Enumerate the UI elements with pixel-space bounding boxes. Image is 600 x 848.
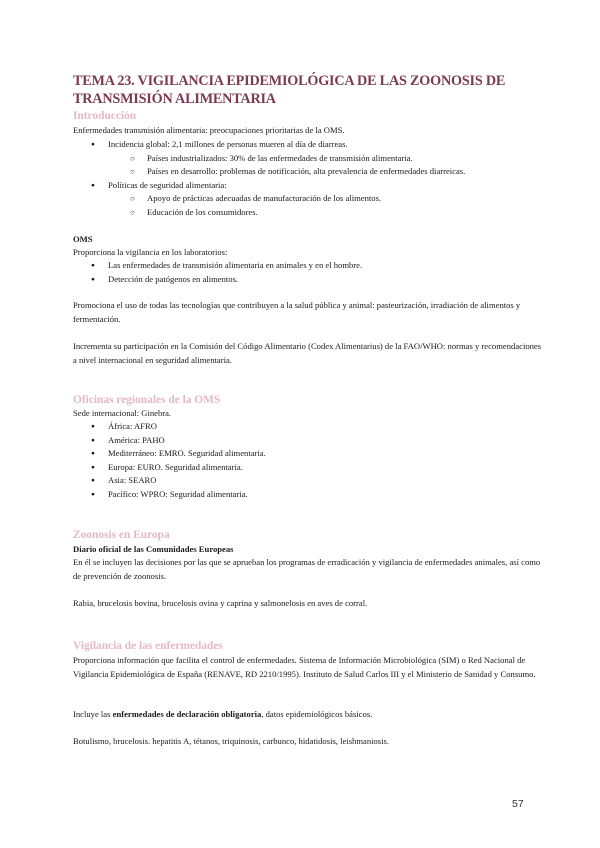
heading-zoonosis-europa: Zoonosis en Europa xyxy=(73,529,170,541)
text-span: Incluye las xyxy=(73,709,113,719)
list-item-text: África: AFRO xyxy=(108,421,157,431)
text-span: , datos epidemiológicos básicos. xyxy=(261,709,373,719)
list-item xyxy=(91,447,266,461)
sub-list-item xyxy=(130,152,465,166)
europa-bold-line: Diario oficial de las Comunidades Europeas xyxy=(73,544,234,554)
intro-paragraph-1: Enfermedades transmisión alimentaria: preocupaciones prioritarias de la OMS. xyxy=(73,125,345,135)
list-item xyxy=(91,420,266,434)
list-item xyxy=(91,488,266,502)
europa-paragraph-2: Rabia, brucelosis bovina, brucelosis ovina y caprina y salmonelosis en aves de corral. xyxy=(73,598,368,608)
list-item xyxy=(91,273,362,287)
europa-paragraph-1: En él se incluyen las decisiones por las que se aprueban los programas de erradicación y vigilancia de enfermedades animales, así como de prevención de zoonosis. xyxy=(73,557,541,581)
bold-text-span: enfermedades de declaración obligatoria xyxy=(112,709,262,719)
sub-list xyxy=(130,152,465,179)
list-item-text: Asia: SEARO xyxy=(108,475,157,486)
list-item-text: Las enfermedades de transmisión alimentaria en animales y en el hombre. xyxy=(108,260,363,270)
list-item-text: Pacífico: WPRO: Seguridad alimentaria. xyxy=(108,488,248,499)
list-item-text: Políticas de seguridad alimentaria: xyxy=(108,179,227,190)
heading-vigilancia: Vigilancia de las enfermedades xyxy=(73,640,223,652)
list-item xyxy=(91,179,465,220)
list-item-text: Apoyo de prácticas adecuadas de manufacturación de los alimentos. xyxy=(147,193,382,204)
list-item xyxy=(91,138,465,179)
intro-paragraph-3: Incrementa su participación en la Comisión del Código Alimentario (Codex Alimentarius) de la FAO/WHO: normas y recomendaciones a nivel internacional en seguridad alimentaria. xyxy=(73,341,542,365)
oms-bullet-list xyxy=(91,259,362,286)
list-item xyxy=(91,474,266,488)
oms-label: OMS xyxy=(73,234,93,244)
list-item xyxy=(91,461,266,475)
vigilancia-paragraph-3: Botulismo, brucelosis. hepatitis A, tétanos, triquinosis, carbunco, hidatidosis, leishmaniosis. xyxy=(73,736,390,746)
sub-list-item xyxy=(130,206,465,220)
intro-paragraph-2: Promociona el uso de todas las tecnologías que contribuyen a la salud pública y animal: pasteurización, irradiación de alimentos y fermentación. xyxy=(73,300,521,324)
vigilancia-paragraph-1: Proporciona información que facilita el control de enfermedades. Sistema de Información Microbiológica (SIM) o Red Nacional de Vigilancia Epidemiológica de España (RENAVE, RD 2210/1995). Instituto de Salud Carlos III y el Ministerio de Sanidad y Consumo. xyxy=(73,655,536,679)
heading-introduccion: Introducción xyxy=(73,110,137,122)
list-item-text: Países en desarrollo: problemas de notificación, alta prevalencia de enfermedades diarreicas. xyxy=(147,166,466,177)
list-item-text: América: PAHO xyxy=(108,434,165,445)
sub-list-item xyxy=(130,192,465,206)
page-title: TEMA 23. VIGILANCIA EPIDEMIOLÓGICA DE LAS ZOONOSIS DE TRANSMISIÓN ALIMENTARIA xyxy=(73,73,506,107)
list-item-text: Detección de patógenos en alimentos. xyxy=(108,273,239,284)
list-item-text: Países industrializados: 30% de las enfermedades de transmisión alimentaria. xyxy=(147,152,413,163)
list-item-text: Incidencia global: 2,1 millones de personas mueren al día de diarreas. xyxy=(108,139,348,149)
list-item-text: Educación de los consumidores. xyxy=(147,206,258,217)
sub-list-item xyxy=(130,165,465,179)
list-item xyxy=(91,434,266,448)
regional-paragraph: Sede internacional: Ginebra. xyxy=(73,408,172,418)
vigilancia-paragraph-2 xyxy=(73,708,543,722)
regional-list xyxy=(91,420,266,502)
page-number: 57 xyxy=(512,798,524,810)
list-item-text: Europa: EURO. Seguridad alimentaria. xyxy=(108,461,243,472)
list-item-text: Mediterráneo: EMRO. Seguridad alimentaria. xyxy=(108,448,266,459)
sub-list xyxy=(130,192,465,219)
oms-paragraph: Proporciona la vigilancia en los laboratorios: xyxy=(73,247,228,257)
heading-oficinas-regionales: Oficinas regionales de la OMS xyxy=(73,394,221,406)
list-item xyxy=(91,259,362,273)
intro-bullet-list xyxy=(91,138,465,220)
